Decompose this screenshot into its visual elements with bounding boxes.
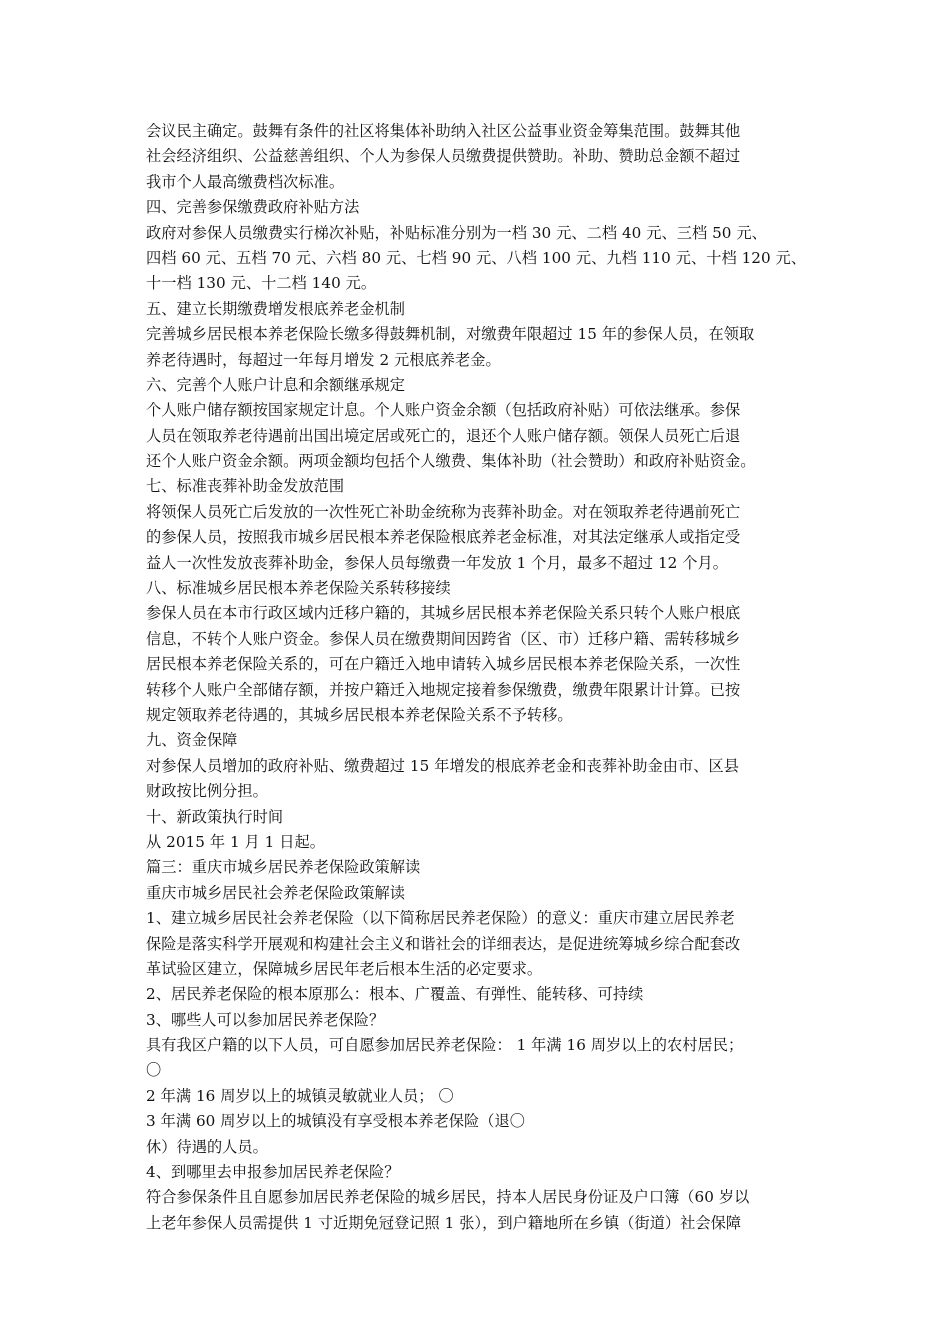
text-line: 还个人账户资金余额。两项金额均包括个人缴费、集体补助（社会赞助）和政府补贴资金。	[146, 452, 756, 471]
text-line: 对参保人员增加的政府补贴、缴费超过 15 年增发的根底养老金和丧葬补助金由市、区县	[146, 756, 739, 775]
text-line: 四、完善参保缴费政府补贴方法	[146, 198, 360, 217]
text-line: 将领保人员死亡后发放的一次性死亡补助金统称为丧葬补助金。对在领取养老待遇前死亡	[146, 502, 741, 521]
text-line: 人员在领取养老待遇前出国出境定居或死亡的，退还个人账户储存额。领保人员死亡后退	[146, 426, 741, 445]
text-line: 财政按比例分担。	[146, 782, 268, 801]
text-line: 规定领取养老待遇的，其城乡居民根本养老保险关系不予转移。	[146, 705, 573, 724]
text-line: 会议民主确定。鼓舞有条件的社区将集体补助纳入社区公益事业资金筹集范围。鼓舞其他	[146, 122, 741, 140]
text-line: 革试验区建立，保障城乡居民年老后根本生活的必定要求。	[146, 959, 543, 978]
document-page	[146, 119, 814, 1236]
text-line: 〇	[146, 1061, 162, 1080]
text-line: 养老待遇时，每超过一年每月增发 2 元根底养老金。	[146, 350, 501, 369]
text-line: 的参保人员，按照我市城乡居民根本养老保险根底养老金标准，对其法定继承人或指定受	[146, 528, 741, 547]
text-line: 1、建立城乡居民社会养老保险（以下简称居民养老保险）的意义：重庆市建立居民养老	[146, 909, 735, 928]
text-line: 具有我区户籍的以下人员，可自愿参加居民养老保险： 1 年满 16 周岁以上的农村居民；	[146, 1036, 744, 1055]
text-line: 完善城乡居民根本养老保险长缴多得鼓舞机制，对缴费年限超过 15 年的参保人员，在领取	[146, 325, 755, 344]
text-line: 休）待遇的人员。	[146, 1137, 268, 1156]
text-line: 十一档 130 元、十二档 140 元。	[146, 274, 377, 293]
text-line: 个人账户储存额按国家规定计息。个人账户资金余额（包括政府补贴）可依法继承。参保	[146, 401, 741, 420]
text-line: 3 年满 60 周岁以上的城镇没有享受根本养老保险（退〇	[146, 1112, 525, 1131]
text-line: 2、居民养老保险的根本原那么：根本、广覆盖、有弹性、能转移、可持续	[146, 985, 644, 1004]
text-line: 八、标准城乡居民根本养老保险关系转移接续	[146, 579, 451, 598]
text-line: 七、标准丧葬补助金发放范围	[146, 477, 345, 496]
text-line: 政府对参保人员缴费实行梯次补贴，补贴标准分别为一档 30 元、二档 40 元、三档 50 元、	[146, 223, 767, 242]
text-line: 我市个人最高缴费档次标准。	[146, 172, 345, 191]
text-line: 保险是落实科学开展观和构建社会主义和谐社会的详细表达，是促进统筹城乡综合配套改	[146, 934, 741, 953]
text-line: 九、资金保障	[146, 731, 238, 750]
text-line: 篇三：重庆市城乡居民养老保险政策解读	[146, 858, 421, 877]
text-line: 益人一次性发放丧葬补助金，参保人员每缴费一年发放 1 个月，最多不超过 12 个月。	[146, 553, 728, 572]
text-line: 上老年参保人员需提供 1 寸近期免冠登记照 1 张），到户籍地所在乡镇（街道）社会保障	[146, 1213, 742, 1232]
text-line: 社会经济组织、公益慈善组织、个人为参保人员缴费提供赞助。补助、赞助总金额不超过	[146, 147, 741, 166]
text-line: 转移个人账户全部储存额，并按户籍迁入地规定接着参保缴费，缴费年限累计计算。已按	[146, 680, 741, 699]
text-line: 从 2015 年 1 月 1 日起。	[146, 832, 325, 851]
text-line: 重庆市城乡居民社会养老保险政策解读	[146, 883, 406, 902]
text-line: 五、建立长期缴费增发根底养老金机制	[146, 299, 406, 318]
text-line: 2 年满 16 周岁以上的城镇灵敏就业人员； 〇	[146, 1086, 454, 1105]
text-line: 参保人员在本市行政区域内迁移户籍的，其城乡居民根本养老保险关系只转个人账户根底	[146, 604, 741, 623]
text-line: 4、到哪里去申报参加居民养老保险？	[146, 1163, 400, 1182]
text-line: 3、哪些人可以参加居民养老保险？	[146, 1010, 385, 1029]
text-line: 信息，不转个人账户资金。参保人员在缴费期间因跨省（区、市）迁移户籍、需转移城乡	[146, 629, 741, 648]
text-line: 十、新政策执行时间	[146, 807, 284, 826]
text-line: 符合参保条件且自愿参加居民养老保险的城乡居民，持本人居民身份证及户口簿（60 岁以	[146, 1188, 750, 1207]
text-line: 六、完善个人账户计息和余额继承规定	[146, 375, 406, 394]
text-line: 四档 60 元、五档 70 元、六档 80 元、七档 90 元、八档 100 元、九档 110 元、十档 120 元、	[146, 248, 807, 267]
text-line: 居民根本养老保险关系的，可在户籍迁入地申请转入城乡居民根本养老保险关系，一次性	[146, 655, 741, 674]
